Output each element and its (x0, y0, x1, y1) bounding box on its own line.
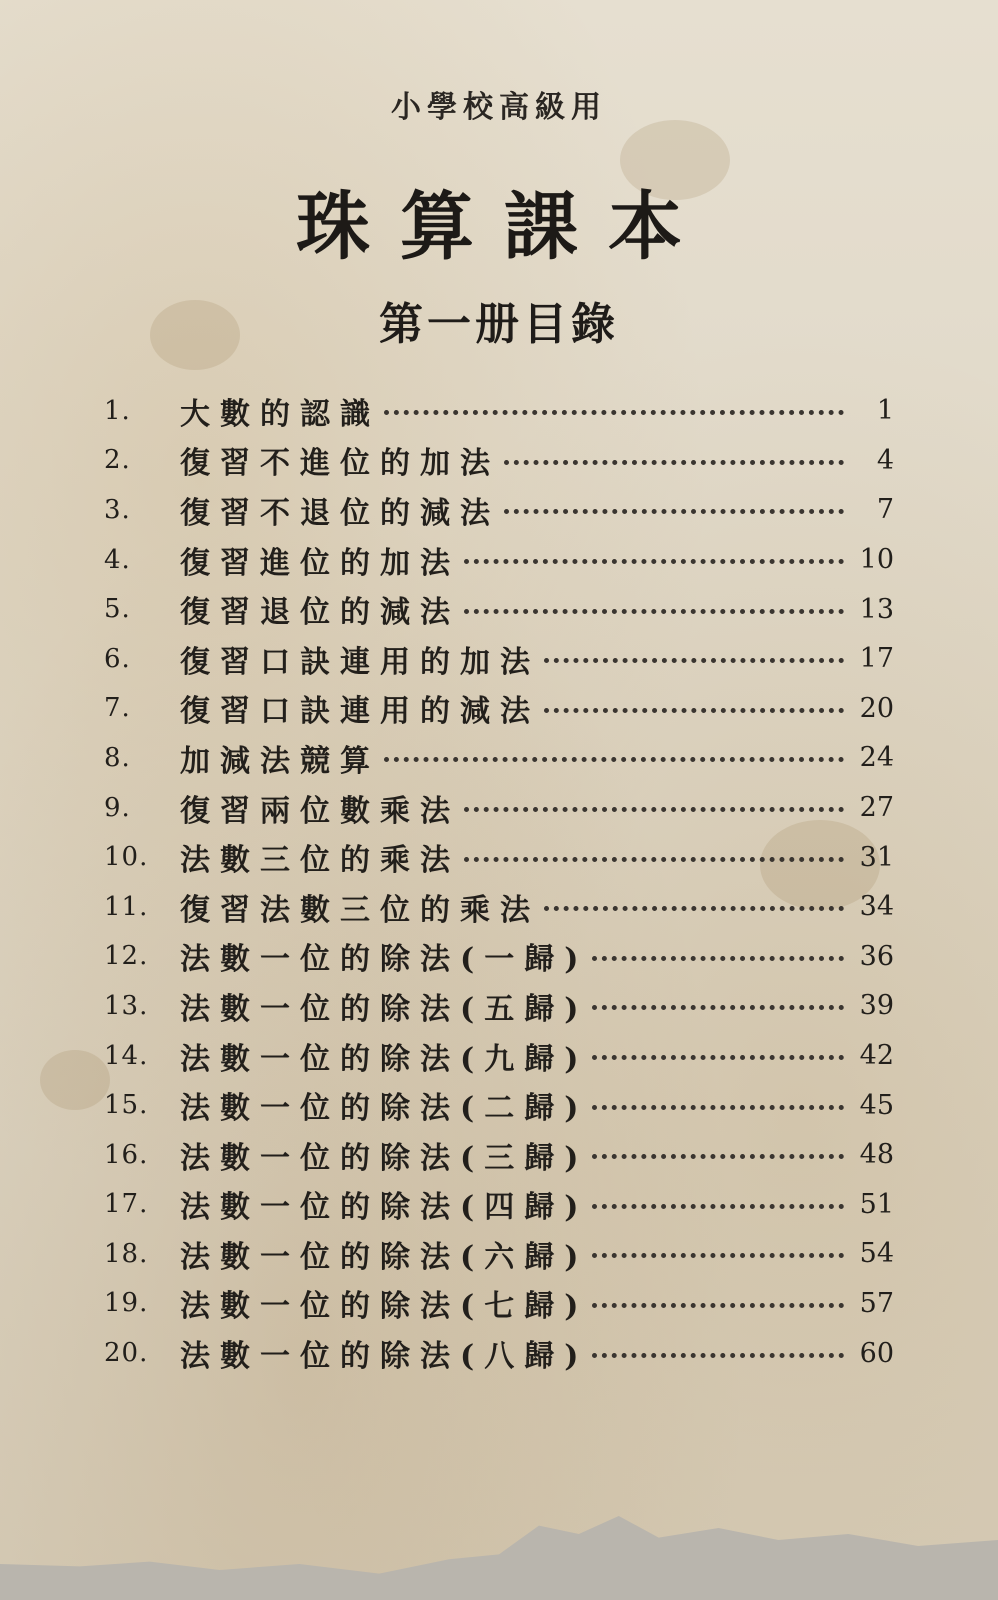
torn-edge (0, 1480, 998, 1600)
toc-entry-page: 45 (859, 1089, 894, 1121)
dot-leader (592, 1253, 844, 1258)
toc-entry-title: 法數一位的除法(五歸) (180, 991, 589, 1027)
toc-entry-number: 4. (104, 544, 131, 575)
toc-entry-title: 復習不進位的加法 (180, 446, 500, 482)
toc-entry-title: 復習口訣連用的減法 (180, 694, 540, 730)
dot-leader (592, 1353, 844, 1358)
table-of-contents (104, 386, 894, 1378)
toc-entry-title: 法數一位的除法(八歸) (180, 1339, 589, 1375)
toc-entry-number: 14. (104, 1040, 149, 1071)
toc-entry-number: 2. (104, 445, 131, 476)
dot-leader (384, 410, 844, 415)
toc-entry-title: 法數一位的除法(三歸) (180, 1140, 589, 1176)
toc-entry-number: 13. (104, 990, 149, 1021)
toc-entry (104, 1328, 894, 1378)
toc-entry-number: 3. (104, 494, 131, 525)
toc-entry-title: 復習法數三位的乘法 (180, 892, 540, 928)
toc-entry-page: 13 (859, 593, 894, 625)
toc-entry-page: 60 (859, 1337, 894, 1369)
toc-entry-page: 20 (859, 692, 894, 724)
toc-entry (104, 436, 894, 486)
stain (40, 1050, 110, 1110)
toc-entry (104, 832, 894, 882)
dot-leader (464, 857, 844, 862)
dot-leader (464, 609, 844, 614)
toc-entry-number: 16. (104, 1139, 149, 1170)
toc-entry-page: 54 (859, 1238, 894, 1270)
toc-entry-title: 法數一位的除法(四歸) (180, 1190, 589, 1226)
toc-entry-title: 法數一位的除法(九歸) (180, 1041, 589, 1077)
toc-heading: 第一册目錄 (379, 299, 619, 350)
toc-entry-page: 10 (859, 544, 894, 576)
toc-entry-title: 法數一位的除法(六歸) (180, 1239, 589, 1275)
toc-entry (104, 1180, 894, 1230)
toc-entry (104, 1031, 894, 1081)
toc-entry (104, 733, 894, 783)
toc-entry-number: 9. (104, 792, 131, 823)
toc-entry-page: 57 (859, 1287, 894, 1319)
toc-entry-title: 復習退位的減法 (180, 595, 460, 631)
toc-entry-title: 復習兩位數乘法 (180, 793, 460, 829)
toc-entry-title: 加減法競算 (180, 743, 380, 779)
toc-entry-number: 7. (104, 693, 131, 724)
toc-entry (104, 584, 894, 634)
toc-entry-number: 12. (104, 941, 149, 972)
book-title: 珠算課本 (296, 184, 712, 270)
toc-entry-page: 1 (876, 395, 894, 427)
toc-entry-page: 48 (859, 1139, 894, 1171)
toc-entry-title: 法數三位的乘法 (180, 843, 460, 879)
toc-entry (104, 634, 894, 684)
toc-entry (104, 386, 894, 436)
dot-leader (592, 1055, 844, 1060)
toc-entry (104, 882, 894, 932)
dot-leader (592, 1105, 844, 1110)
toc-entry (104, 1279, 894, 1329)
toc-entry-page: 31 (859, 841, 894, 873)
toc-entry-title: 法數一位的除法(二歸) (180, 1091, 589, 1127)
toc-entry (104, 783, 894, 833)
toc-entry-page: 51 (859, 1188, 894, 1220)
toc-entry (104, 684, 894, 734)
dot-leader (592, 1005, 844, 1010)
toc-entry-title: 法數一位的除法(七歸) (180, 1289, 589, 1325)
toc-entry-number: 18. (104, 1238, 149, 1269)
toc-entry-number: 6. (104, 643, 131, 674)
toc-entry (104, 485, 894, 535)
dot-leader (544, 708, 844, 713)
toc-entry-page: 24 (859, 742, 894, 774)
dot-leader (544, 658, 844, 663)
toc-entry-title: 復習口訣連用的加法 (180, 644, 540, 680)
toc-entry-title: 大數的認識 (180, 396, 380, 432)
dot-leader (592, 1303, 844, 1308)
toc-entry (104, 981, 894, 1031)
toc-entry-number: 5. (104, 594, 131, 625)
dot-leader (592, 1154, 844, 1159)
toc-entry-title: 復習不退位的減法 (180, 495, 500, 531)
toc-entry (104, 535, 894, 585)
toc-entry-page: 27 (859, 792, 894, 824)
toc-entry-page: 39 (859, 990, 894, 1022)
dot-leader (592, 956, 844, 961)
toc-entry-title: 復習進位的加法 (180, 545, 460, 581)
toc-entry-page: 42 (859, 1040, 894, 1072)
toc-entry-number: 19. (104, 1288, 149, 1319)
grade-subtitle: 小學校高級用 (391, 90, 607, 125)
dot-leader (504, 509, 844, 514)
toc-entry-page: 34 (859, 891, 894, 923)
toc-entry-number: 10. (104, 842, 149, 873)
toc-entry-number: 1. (104, 395, 131, 426)
toc-entry (104, 1080, 894, 1130)
toc-entry (104, 1229, 894, 1279)
toc-entry-number: 8. (104, 742, 131, 773)
toc-entry-page: 17 (859, 643, 894, 675)
dot-leader (504, 460, 844, 465)
dot-leader (464, 559, 844, 564)
toc-entry-number: 20. (104, 1338, 149, 1369)
dot-leader (384, 757, 844, 762)
toc-entry-page: 36 (859, 940, 894, 972)
toc-entry-page: 4 (876, 444, 894, 476)
toc-entry-number: 15. (104, 1090, 149, 1121)
toc-entry (104, 932, 894, 982)
toc-entry-page: 7 (876, 494, 894, 526)
dot-leader (464, 807, 844, 812)
toc-entry (104, 1130, 894, 1180)
toc-entry-number: 17. (104, 1189, 149, 1220)
toc-entry-number: 11. (104, 891, 149, 922)
toc-entry-title: 法數一位的除法(一歸) (180, 942, 589, 978)
dot-leader (592, 1204, 844, 1209)
dot-leader (544, 906, 844, 911)
